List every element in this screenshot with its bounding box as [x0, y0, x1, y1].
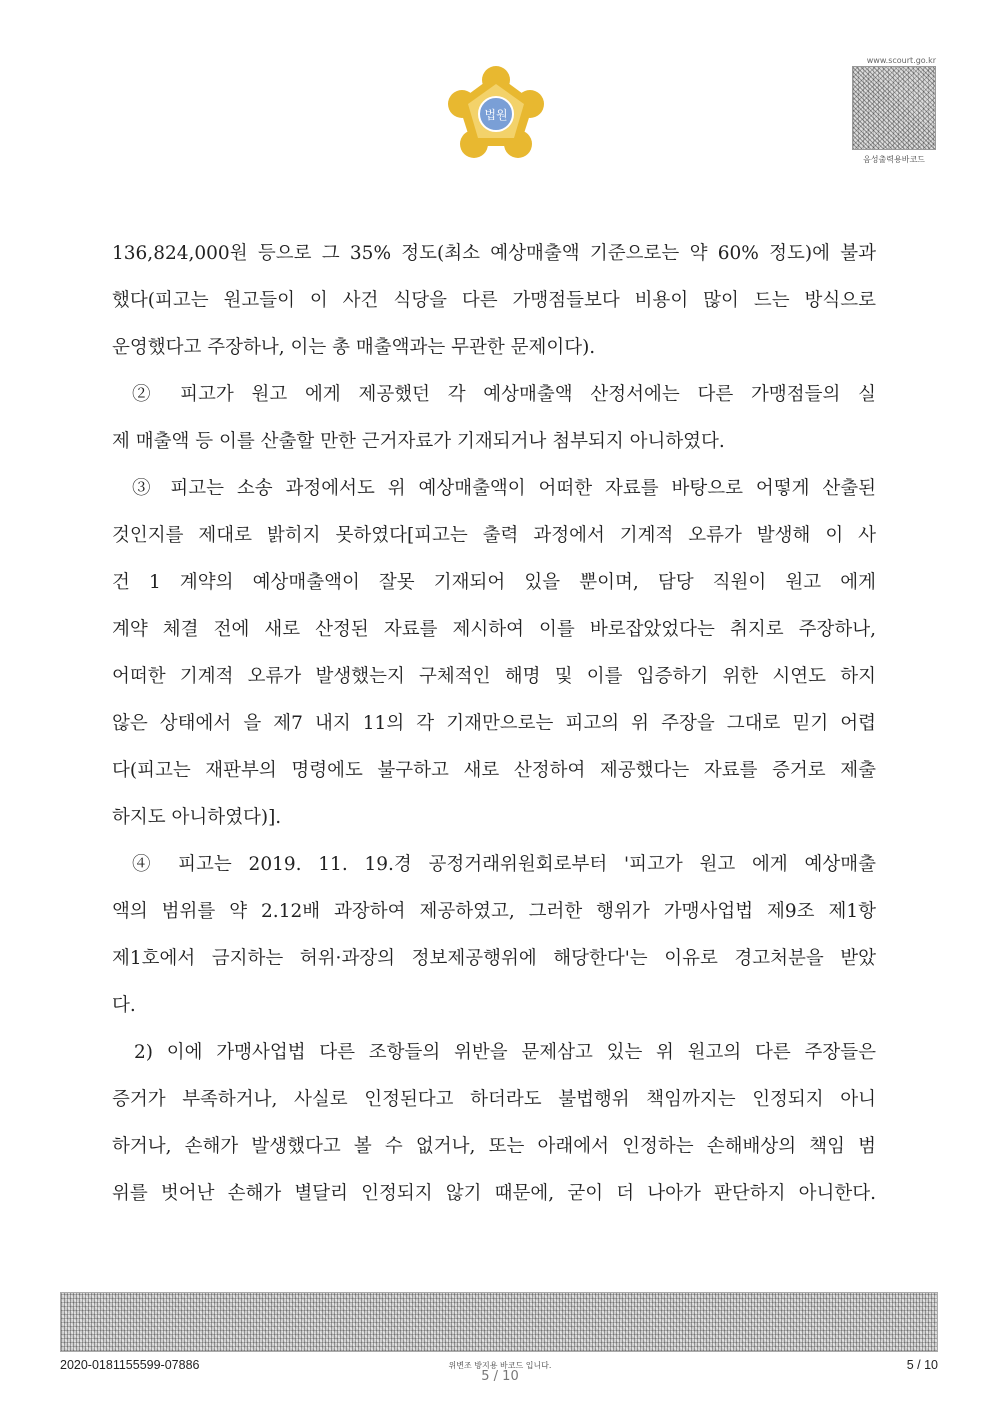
anti-forgery-barcode [60, 1292, 938, 1352]
text-line: 제1호에서 금지하는 허위·과장의 정보제공행위에 해당한다'는 이유로 경고처분을 받았 [112, 948, 876, 969]
text-line: 어떠한 기계적 오류가 발생했는지 구체적인 해명 및 이를 입증하기 위한 시연도 하지 [112, 666, 876, 687]
text-line: ② 피고가 원고 에게 제공했던 각 예상매출액 산정서에는 다른 가맹점들의 실 [132, 384, 876, 405]
text-line: 했다(피고는 원고들이 이 사건 식당을 다른 가맹점들보다 비용이 많이 드는 방식으로 [112, 290, 876, 311]
text-line: 제 매출액 등 이를 산출할 만한 근거자료가 기재되거나 첨부되지 아니하였다. [112, 431, 725, 452]
document-body [112, 230, 876, 1217]
text-line: 하지도 아니하였다)]. [112, 807, 282, 828]
barcode-notice: 위변조 방지용 바코드 입니다. [448, 1361, 552, 1370]
text-line: 것인지를 제대로 밝히지 못하였다[피고는 출력 과정에서 기계적 오류가 발생해 이 사 [112, 525, 876, 546]
text-line: 건 1 계약의 예상매출액이 잘못 기재되어 있을 뿐이며, 담당 직원이 원고 에게 [112, 572, 876, 593]
emblem-text: 법원 [484, 108, 508, 122]
text-line: ③ 피고는 소송 과정에서도 위 예상매출액이 어떠한 자료를 바탕으로 어떻게 산출된 [132, 478, 876, 499]
court-emblem [446, 66, 546, 166]
text-line: 위를 벗어난 손해가 별달리 인정되지 않기 때문에, 굳이 더 나아가 판단하지 아니한다. [112, 1183, 876, 1204]
text-line: 2) 이에 가맹사업법 다른 조항들의 위반을 문제삼고 있는 위 원고의 다른 주장들은 [134, 1042, 876, 1063]
text-line: 136,824,000원 등으로 그 35% 정도(최소 예상매출액 기준으로는 약 60% 정도)에 불과 [112, 243, 876, 264]
text-line: 액의 범위를 약 2.12배 과장하여 제공하였고, 그러한 행위가 가맹사업법 제9조 제1항 [112, 901, 876, 922]
qr-label: 음성출력용바코드 [863, 155, 925, 164]
text-line: 증거가 부족하거나, 사실로 인정된다고 하더라도 불법행위 책임까지는 인정되지 아니 [112, 1089, 876, 1110]
page-number-center: 5 / 10 [481, 1369, 519, 1384]
text-line: 다. [112, 995, 136, 1016]
page-number-right: 5 / 10 [906, 1358, 938, 1372]
document-number: 2020-0181155599-07886 [60, 1358, 200, 1372]
text-line: 다(피고는 재판부의 명령에도 불구하고 새로 산정하여 제공했다는 자료를 증거로 제출 [112, 760, 876, 781]
text-line: 하거나, 손해가 발생했다고 볼 수 없거나, 또는 아래에서 인정하는 손해배상의 책임 범 [112, 1136, 876, 1157]
scourt-url: www.scourt.go.kr [866, 56, 936, 65]
text-line: 운영했다고 주장하나, 이는 총 매출액과는 무관한 문제이다). [112, 337, 596, 358]
text-line: 않은 상태에서 을 제7 내지 11의 각 기재만으로는 피고의 위 주장을 그대로 믿기 어렵 [112, 713, 876, 734]
text-line: 계약 체결 전에 새로 산정된 자료를 제시하여 이를 바로잡았었다는 취지로 주장하나, [112, 619, 876, 640]
text-line: ④ 피고는 2019. 11. 19.경 공정거래위원회로부터 '피고가 원고 에게 예상매출 [132, 854, 876, 875]
voice-barcode-block [852, 55, 936, 165]
qr-code [852, 66, 936, 150]
